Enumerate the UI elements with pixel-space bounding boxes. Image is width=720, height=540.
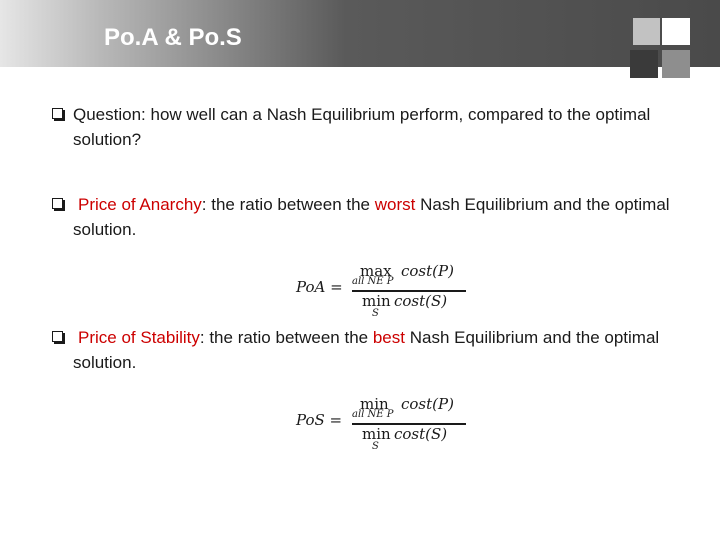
formula-numerator-operator: min [360,395,389,413]
pos-formula [296,394,496,454]
bullet-question [52,102,712,152]
bullet-checkbox-icon [52,331,63,342]
formula-numerator-subscript: all NE P [352,409,394,420]
poa-definition-part1: : the ratio between the [201,195,375,214]
bullet-price-of-anarchy [52,192,712,242]
formula-denominator-operator: min [362,425,391,443]
bullet-price-of-stability [52,325,712,375]
logo-squares-icon [630,18,692,80]
title-bar [0,0,720,67]
bullet-text [73,192,712,242]
poa-definition-part2: Nash Equilibrium and the optimal solution. [73,195,670,239]
bullet-text [73,102,712,152]
poa-term: Price of Anarchy [78,195,202,214]
formula-numerator-operator: max [360,262,392,280]
formula-lhs: PoS = [296,411,343,429]
pos-best-keyword: best [372,328,405,347]
pos-definition-part2: Nash Equilibrium and the optimal solution. [73,328,660,372]
bullet-text [73,325,712,375]
pos-definition-part1: : the ratio between the [199,328,373,347]
formula-denominator-subscript: S [372,308,379,319]
pos-term: Price of Stability [78,328,200,347]
formula-lhs: PoA = [296,278,343,296]
formula-numerator-cost: cost(P) [401,262,454,280]
poa-worst-keyword: worst [374,195,416,214]
logo-square-dark [630,50,658,78]
poa-formula [296,261,496,321]
formula-denominator-operator: min [362,292,391,310]
question-text: Question: how well can a Nash Equilibrium perform, compared to the optimal solution? [73,105,651,149]
formula-denominator-cost: cost(S) [394,292,448,310]
logo-square-white [662,18,690,45]
formula-denominator-subscript: S [372,441,379,452]
logo-square-mid [662,50,690,78]
bullet-checkbox-icon [52,108,63,119]
formula-numerator-subscript: all NE P [352,276,394,287]
formula-numerator-cost: cost(P) [401,395,454,413]
logo-square-light [633,18,660,45]
bullet-checkbox-icon [52,198,63,209]
slide-title: Po.A & Po.S [104,24,242,51]
formula-denominator-cost: cost(S) [394,425,448,443]
